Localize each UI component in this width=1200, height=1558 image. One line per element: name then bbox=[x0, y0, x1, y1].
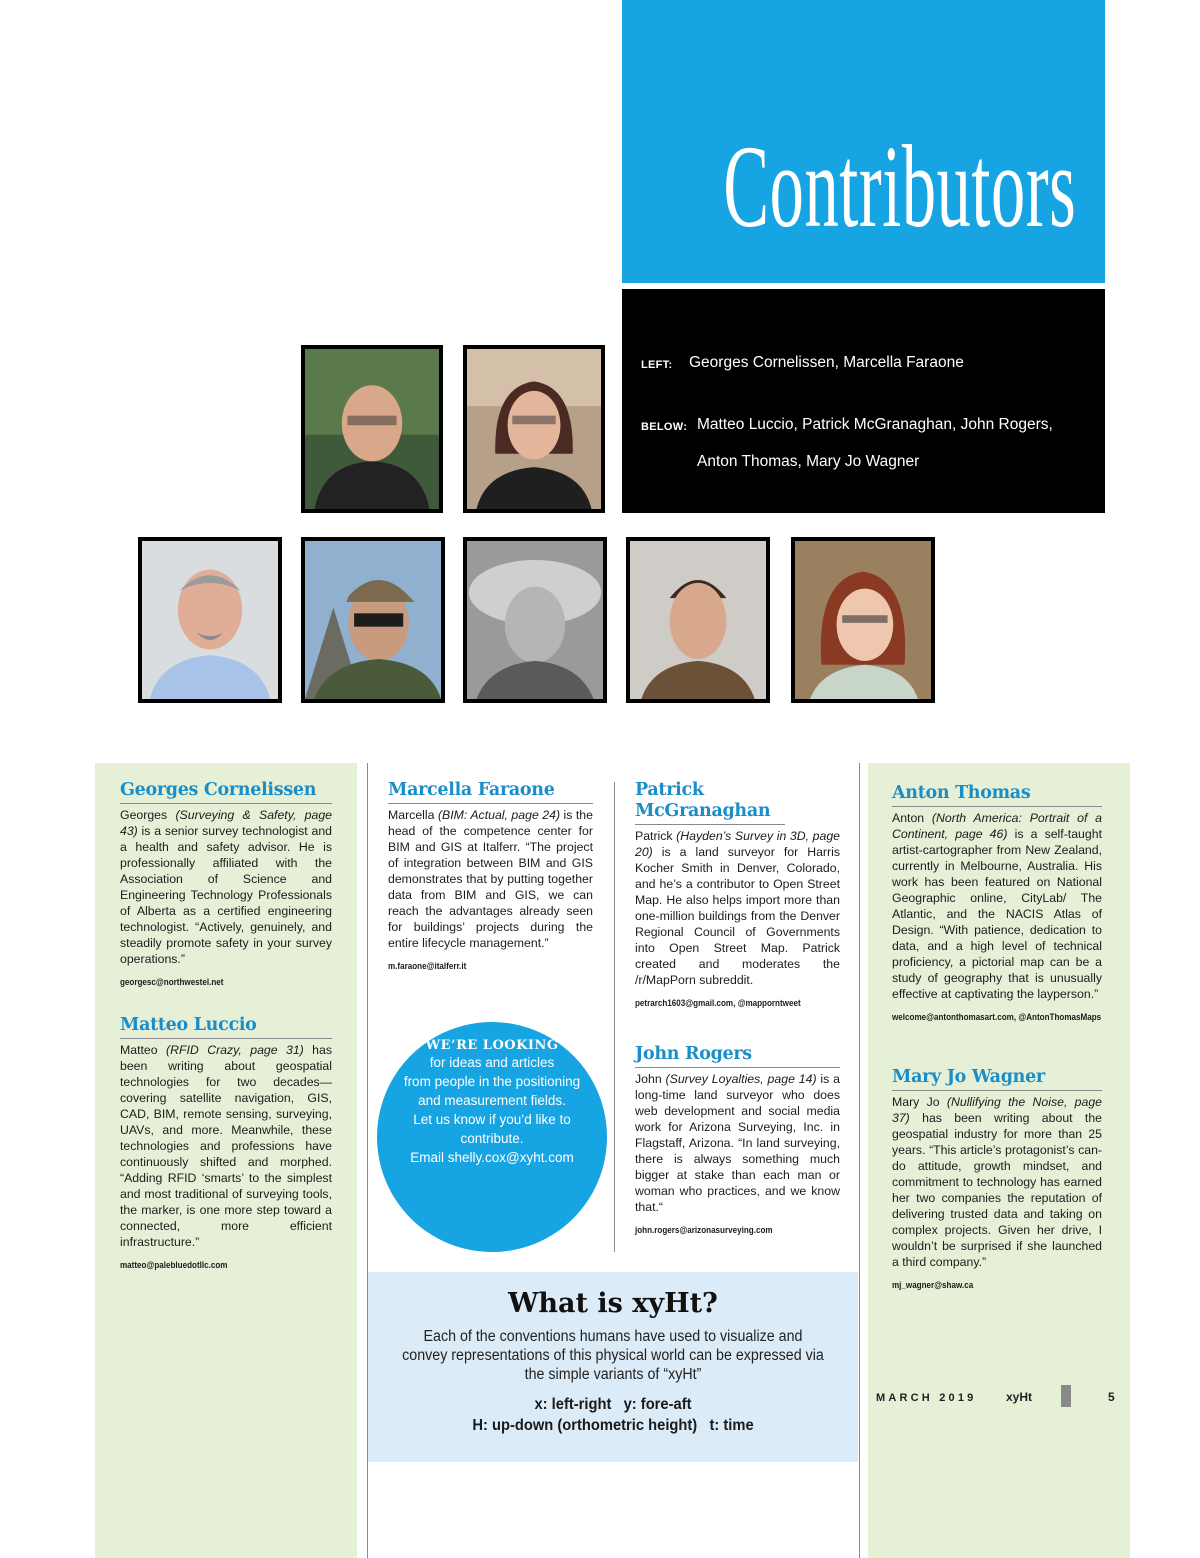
bio-article-ref: (Survey Loyalties, page 14) bbox=[665, 1072, 817, 1086]
photo-caption-box bbox=[622, 289, 1105, 513]
bio-email[interactable]: mj_wagner@shaw.ca bbox=[892, 1280, 974, 1291]
bio-name: Anton Thomas bbox=[892, 783, 1102, 807]
callout-line: contribute. bbox=[460, 1131, 524, 1146]
bio-name: Georges Cornelissen bbox=[120, 780, 332, 804]
bio-text: is the head of the competence center for BIM and GIS at Italferr. “The project of integration between BIM and GIS demonstrates that by putting together data from BIM and GIS, we can reach the advantages already seen for buildings’ projects during the entire lifecycle management.” bbox=[388, 808, 593, 950]
caption-left-names: Georges Cornelissen, Marcella Faraone bbox=[689, 354, 964, 371]
bio-article-ref: (Surveying & Safety, page 43) bbox=[120, 808, 332, 838]
footer-page-number: 5 bbox=[1108, 1390, 1115, 1404]
bio-lead: Anton bbox=[892, 811, 932, 825]
footer-magazine-name: xyHt bbox=[1006, 1390, 1033, 1404]
photo-mary-jo-wagner bbox=[791, 537, 935, 703]
bio-text: is a self-taught artist-cartographer from New Zealand, currently in Melbourne, Australia. His work has been featured on National Geographic online, CityLab/ The Atlantic, and the NACIS Atlas of Design. “With patience, dedication to data, and a high level of technical proficiency, a pictorial map can be a study of geography that is unusually effective at captivating the layperson.” bbox=[892, 827, 1102, 1001]
contribute-callout bbox=[377, 1022, 607, 1252]
bio-name: Mary Jo Wagner bbox=[892, 1067, 1102, 1091]
bio-marcella-faraone bbox=[388, 780, 593, 975]
photo-anton-thomas bbox=[626, 537, 770, 703]
bio-matteo-luccio bbox=[120, 1015, 332, 1274]
bio-text: is a senior survey technologist and a health and safety advisor. He is professionally affiliated with the Association of Science and Engineering Technology Professionals of Alberta as a certified engineering technologist. “Actively, genuinely, and steadily promote safety in your survey operations.” bbox=[120, 824, 332, 966]
bio-lead: Matteo bbox=[120, 1043, 167, 1057]
bio-lead: Marcella bbox=[388, 808, 438, 822]
bio-article-ref: (RFID Crazy, page 31) bbox=[166, 1043, 304, 1057]
bio-text: has been writing about the geospatial industry for more than 25 years. “This article’s protagonist’s can-do attitude, growth mindset, and commitment to technology has earned her two companies the reputation of delivering trusted data and taking on complex projects. Given her drive, I wouldn’t be surprised if she launched a third company.” bbox=[892, 1111, 1102, 1269]
bio-text: has been writing about geospatial technologies for two decades—covering satellite navigation, GIS, CAD, BIM, remote sensing, surveying, UAVs, and more. Meanwhile, these technologies and professions have continuously shifted and morphed. “Adding RFID ‘smarts’ to the simplest and most traditional of surveying tools, the marker, is one more step toward a connected, more efficient infrastructure.” bbox=[120, 1043, 332, 1249]
what-is-xyht-box bbox=[368, 1272, 858, 1462]
bio-email[interactable]: john.rogers@arizonasurveying.com bbox=[635, 1225, 773, 1236]
bio-mary-jo-wagner bbox=[892, 1067, 1102, 1294]
bio-article-ref: (Hayden’s Survey in 3D, page 20) bbox=[635, 829, 840, 859]
photo-patrick-mcgranaghan bbox=[301, 537, 445, 703]
bio-patrick-mcgranaghan bbox=[635, 780, 840, 1012]
bio-lead: John bbox=[635, 1072, 666, 1086]
caption-left-label: LEFT: bbox=[641, 359, 673, 371]
bio-text: is a long-time land surveyor who does web development and social media work for Arizona Surveying, Inc. in Flagstaff, Arizona. “In land surveying, there is always something much bigger at stake than each man or woman who practices, and we know that.“ bbox=[635, 1072, 840, 1214]
callout-line: for ideas and articles bbox=[429, 1055, 555, 1070]
callout-line: and measurement fields. bbox=[418, 1093, 566, 1108]
xyht-box-title: What is xyHt? bbox=[508, 1288, 718, 1319]
bio-email[interactable]: welcome@antonthomasart.com, @AntonThomasMaps bbox=[892, 1012, 1102, 1023]
bio-georges-cornelissen bbox=[120, 780, 332, 991]
bio-name: Patrick McGranaghan bbox=[635, 780, 785, 825]
photo-georges-cornelissen bbox=[301, 345, 443, 513]
caption-below-label: BELOW: bbox=[641, 421, 688, 433]
bio-article-ref: (North America: Portrait of a Continent, page 46) bbox=[892, 811, 1102, 841]
bio-email[interactable]: matteo@palebluedotllc.com bbox=[120, 1260, 228, 1271]
xyht-definition-line: x: left-right y: fore-aft bbox=[534, 1396, 692, 1413]
photo-marcella-faraone bbox=[463, 345, 605, 513]
footer-divider-bar bbox=[1061, 1385, 1071, 1407]
caption-below-names-1: Matteo Luccio, Patrick McGranaghan, John Rogers, bbox=[697, 416, 1053, 433]
title-banner bbox=[622, 0, 1105, 283]
bio-email[interactable]: m.faraone@italferr.it bbox=[388, 961, 467, 972]
page-title: Contributors bbox=[723, 121, 1077, 252]
bio-article-ref: (Nullifying the Noise, page 37) bbox=[892, 1095, 1102, 1125]
bio-text: is a land surveyor for Harris Kocher Smith in Denver, Colorado, and he’s a contributor to Open Street Map. He also helps import more than one-million buildings from the Denver Regional Council of Governments into Open Street Map. Patrick created and moderates the /r/MapPorn subreddit. bbox=[635, 845, 840, 987]
photo-john-rogers bbox=[463, 537, 607, 703]
bio-article-ref: (BIM: Actual, page 24) bbox=[437, 808, 561, 822]
footer-issue-date: MARCH 2019 bbox=[876, 1392, 977, 1404]
caption-below-names-2: Anton Thomas, Mary Jo Wagner bbox=[697, 453, 920, 470]
callout-email[interactable]: Email shelly.cox@xyht.com bbox=[410, 1150, 574, 1165]
bio-john-rogers bbox=[635, 1044, 840, 1239]
bio-name: Matteo Luccio bbox=[120, 1015, 332, 1039]
column-divider bbox=[859, 763, 860, 1558]
bio-name: Marcella Faraone bbox=[388, 780, 593, 804]
bio-name: John Rogers bbox=[635, 1044, 840, 1068]
bio-lead: Patrick bbox=[635, 829, 677, 843]
bio-email[interactable]: petrarch1603@gmail.com, @mapporntweet bbox=[635, 998, 801, 1009]
xyht-box-body: Each of the conventions humans have used to visualize and convey representations of this physical world can be expressed via the simple variants of “xyHt” bbox=[402, 1328, 824, 1383]
xyht-definition-line: H: up-down (orthometric height) t: time bbox=[472, 1417, 754, 1434]
callout-heading: WE’RE LOOKING bbox=[425, 1038, 559, 1053]
callout-line: Let us know if you’d like to bbox=[413, 1112, 571, 1127]
bio-lead: Mary Jo bbox=[892, 1095, 947, 1109]
callout-line: from people in the positioning bbox=[403, 1074, 581, 1089]
photo-matteo-luccio bbox=[138, 537, 282, 703]
bio-email[interactable]: georgesc@northwestel.net bbox=[120, 977, 224, 988]
column-divider bbox=[614, 782, 615, 1252]
bio-anton-thomas bbox=[892, 783, 1102, 1026]
bio-lead: Georges bbox=[120, 808, 176, 822]
